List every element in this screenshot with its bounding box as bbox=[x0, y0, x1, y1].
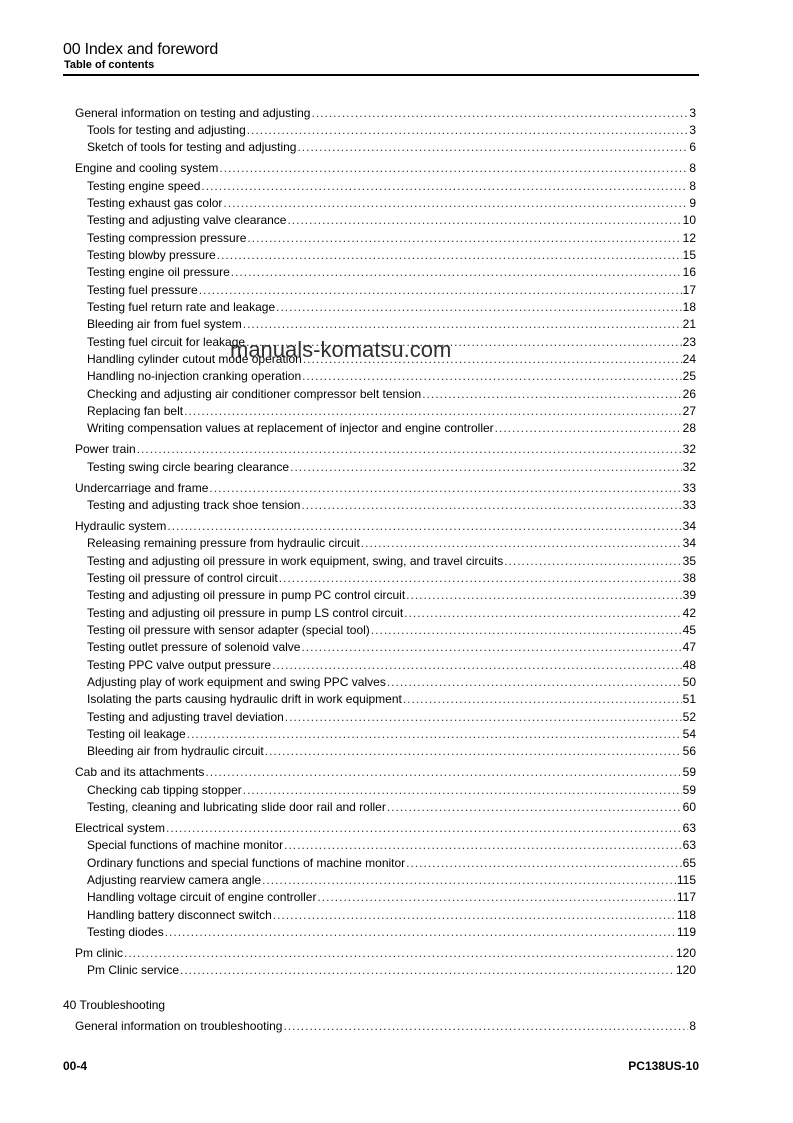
toc-entry-title: Testing engine oil pressure bbox=[87, 265, 230, 280]
toc-entry-title: Checking cab tipping stopper bbox=[87, 782, 242, 797]
toc-entry-title: Testing swing circle bearing clearance bbox=[87, 459, 290, 474]
toc-item[interactable] bbox=[63, 230, 696, 247]
dot-leader bbox=[311, 105, 688, 122]
dot-leader bbox=[243, 316, 682, 333]
dot-leader bbox=[284, 837, 682, 854]
dot-leader bbox=[187, 726, 682, 743]
toc-item[interactable] bbox=[63, 639, 696, 656]
toc-entry-title: Testing compression pressure bbox=[87, 230, 247, 245]
dot-leader bbox=[301, 497, 681, 514]
toc-page-number: 28 bbox=[682, 421, 696, 436]
dot-leader bbox=[273, 907, 676, 924]
toc-page-number: 33 bbox=[682, 480, 696, 495]
toc-item[interactable] bbox=[63, 962, 696, 979]
toc-item[interactable] bbox=[63, 691, 696, 708]
dot-leader bbox=[361, 535, 682, 552]
toc-page-number: 26 bbox=[682, 386, 696, 401]
toc-entry-title: Testing oil leakage bbox=[87, 727, 186, 741]
toc-page-number: 3 bbox=[689, 122, 696, 137]
toc-item[interactable] bbox=[63, 299, 696, 316]
toc-entry-title: Hydraulic system bbox=[75, 518, 167, 533]
toc-entry-title: General information on testing and adjusting bbox=[75, 105, 311, 120]
toc-section[interactable] bbox=[63, 105, 696, 122]
dot-leader bbox=[243, 782, 682, 799]
toc-entry-title: Testing and adjusting travel deviation bbox=[87, 709, 284, 724]
footer-page-number: 00-4 bbox=[63, 1059, 88, 1073]
toc-page-number: 34 bbox=[682, 518, 696, 533]
toc-entry-title: Special functions of machine monitor bbox=[87, 838, 284, 853]
toc-item[interactable] bbox=[63, 420, 696, 437]
dot-leader bbox=[201, 178, 688, 195]
dot-leader bbox=[290, 459, 682, 476]
toc-item[interactable] bbox=[63, 837, 696, 854]
toc-part-heading[interactable] bbox=[63, 997, 696, 1014]
toc-entry-title: Bleeding air from fuel system bbox=[87, 317, 242, 332]
toc-entry-title: Pm Clinic service bbox=[87, 963, 180, 978]
toc-item[interactable] bbox=[63, 497, 696, 514]
toc-item[interactable] bbox=[63, 368, 696, 385]
toc-page-number: 35 bbox=[682, 553, 696, 568]
toc-entry-title: Testing outlet pressure of solenoid valve bbox=[87, 640, 301, 655]
dot-leader bbox=[285, 709, 682, 726]
toc-entry-title: Testing and adjusting track shoe tension bbox=[87, 497, 301, 512]
toc-item[interactable] bbox=[63, 587, 696, 604]
toc-item[interactable] bbox=[63, 195, 696, 212]
toc-page-number: 115 bbox=[676, 872, 696, 887]
toc-item[interactable] bbox=[63, 553, 696, 570]
toc-page-number: 120 bbox=[675, 963, 696, 978]
toc-item[interactable] bbox=[63, 907, 696, 924]
toc-section[interactable] bbox=[63, 160, 696, 177]
toc-entry-title: Tools for testing and adjusting bbox=[87, 122, 246, 137]
toc-entry-title: Testing and adjusting oil pressure in pump PC control circuit bbox=[87, 588, 406, 603]
dot-leader bbox=[276, 299, 682, 316]
toc-entry-title: Testing oil pressure of control circuit bbox=[87, 570, 278, 585]
toc-item[interactable] bbox=[63, 535, 696, 552]
toc-entry-title: Undercarriage and frame bbox=[75, 480, 209, 495]
dot-leader bbox=[406, 587, 681, 604]
toc-item[interactable] bbox=[63, 316, 696, 333]
toc-page-number: 18 bbox=[682, 299, 696, 314]
dot-leader bbox=[403, 691, 682, 708]
dot-leader bbox=[302, 368, 682, 385]
toc-page-number: 118 bbox=[676, 907, 696, 922]
toc-item[interactable] bbox=[63, 743, 696, 760]
dot-leader bbox=[219, 160, 688, 177]
dot-leader bbox=[165, 924, 676, 941]
toc-item[interactable] bbox=[63, 403, 696, 420]
toc-page-number: 65 bbox=[682, 855, 696, 870]
dot-leader bbox=[184, 403, 682, 420]
chapter-title: 00 Index and foreword bbox=[63, 41, 219, 58]
toc-page-number: 51 bbox=[682, 692, 696, 707]
toc-item[interactable] bbox=[63, 605, 696, 622]
dot-leader bbox=[422, 386, 681, 403]
dot-leader bbox=[404, 605, 681, 622]
toc-page-number: 50 bbox=[682, 674, 696, 689]
dot-leader bbox=[387, 799, 682, 816]
toc-section[interactable] bbox=[63, 1018, 696, 1035]
toc-page-number: 27 bbox=[682, 404, 696, 419]
toc-page-number: 34 bbox=[682, 536, 696, 551]
toc-section[interactable] bbox=[63, 764, 696, 781]
dot-leader bbox=[495, 420, 682, 437]
toc-entry-title: Handling no-injection cranking operation bbox=[87, 369, 302, 384]
dot-leader bbox=[297, 139, 688, 156]
toc-item[interactable] bbox=[63, 674, 696, 691]
toc-page-number: 9 bbox=[689, 195, 696, 210]
toc-page-number: 25 bbox=[682, 369, 696, 384]
footer-model: PC138US-10 bbox=[628, 1059, 699, 1073]
dot-leader bbox=[199, 282, 682, 299]
dot-leader bbox=[231, 264, 682, 281]
toc-entry-title: Adjusting rearview camera angle bbox=[87, 872, 262, 887]
toc-page-number: 16 bbox=[682, 265, 696, 280]
toc-entry-title: Ordinary functions and special functions of machine monitor bbox=[87, 855, 406, 870]
toc-item[interactable] bbox=[63, 570, 696, 587]
dot-leader bbox=[371, 622, 682, 639]
dot-leader bbox=[209, 480, 681, 497]
toc-entry-title: Testing fuel return rate and leakage bbox=[87, 299, 276, 314]
toc-page-number: 24 bbox=[682, 352, 696, 366]
toc-page-number: 42 bbox=[682, 605, 696, 620]
dot-leader bbox=[317, 889, 675, 906]
toc-entry-title: Testing oil pressure with sensor adapter (special tool) bbox=[87, 622, 370, 637]
toc-entry-title: Testing and adjusting valve clearance bbox=[87, 213, 287, 228]
toc-item[interactable] bbox=[63, 122, 696, 139]
toc-item[interactable] bbox=[63, 264, 696, 281]
toc-item[interactable] bbox=[63, 799, 696, 816]
toc-entry-title: Cab and its attachments bbox=[75, 765, 205, 780]
dot-leader bbox=[180, 962, 675, 979]
toc-entry-title: Testing blowby pressure bbox=[87, 247, 216, 262]
toc-entry-title: Adjusting play of work equipment and swing PPC valves bbox=[87, 674, 386, 689]
dot-leader bbox=[279, 570, 682, 587]
toc-entry-title: General information on troubleshooting bbox=[75, 1018, 283, 1033]
toc-entry-title: Testing and adjusting oil pressure in pump LS control circuit bbox=[87, 605, 404, 620]
toc-page-number: 117 bbox=[676, 890, 696, 905]
dot-leader bbox=[387, 674, 682, 691]
toc-page-number: 8 bbox=[689, 161, 696, 176]
toc-page-number: 60 bbox=[682, 799, 696, 814]
toc-page-number: 6 bbox=[689, 140, 696, 155]
dot-leader bbox=[504, 553, 681, 570]
toc-item[interactable] bbox=[63, 889, 696, 906]
toc-item[interactable] bbox=[63, 459, 696, 476]
toc-item[interactable] bbox=[63, 855, 696, 872]
toc-item[interactable] bbox=[63, 386, 696, 403]
toc-item[interactable] bbox=[63, 622, 696, 639]
toc-entry-title: Handling cylinder cutout mode operation bbox=[87, 352, 302, 366]
toc-item[interactable] bbox=[63, 726, 696, 743]
toc-page-number: 38 bbox=[682, 570, 696, 585]
toc-entry-title: Testing and adjusting oil pressure in work equipment, swing, and travel circuits bbox=[87, 553, 504, 568]
dot-leader bbox=[406, 855, 681, 872]
dot-leader bbox=[272, 657, 682, 674]
toc-item[interactable] bbox=[63, 709, 696, 726]
toc-entry-title: Testing fuel pressure bbox=[87, 282, 198, 297]
toc-entry-title: Testing, cleaning and lubricating slide door rail and roller bbox=[87, 799, 386, 814]
dot-leader bbox=[166, 820, 682, 837]
toc-page-number: 23 bbox=[682, 334, 696, 349]
toc-entry-title: Power train bbox=[75, 442, 136, 457]
toc-item[interactable] bbox=[63, 247, 696, 264]
toc-entry-title: Engine and cooling system bbox=[75, 161, 219, 176]
toc-item[interactable] bbox=[63, 178, 696, 195]
toc-item[interactable] bbox=[63, 924, 696, 941]
toc-entry-title: Testing engine speed bbox=[87, 178, 201, 193]
toc-item[interactable] bbox=[63, 282, 696, 299]
toc-item[interactable] bbox=[63, 139, 696, 156]
header-divider bbox=[63, 74, 699, 76]
dot-leader bbox=[167, 518, 681, 535]
toc-page-number: 63 bbox=[682, 838, 696, 853]
dot-leader bbox=[283, 1018, 688, 1035]
toc-page-number: 63 bbox=[682, 820, 696, 835]
toc-entry-title: Electrical system bbox=[75, 820, 166, 835]
dot-leader bbox=[301, 639, 681, 656]
toc-entry-title: Testing fuel circuit for leakage bbox=[87, 334, 246, 349]
toc-item[interactable] bbox=[63, 657, 696, 674]
watermark: manuals-komatsu.com bbox=[230, 337, 452, 362]
page-subtitle: Table of contents bbox=[64, 59, 155, 71]
toc-entry-title: 40 Troubleshooting bbox=[63, 997, 166, 1012]
toc-section[interactable] bbox=[63, 441, 696, 458]
toc-page-number: 120 bbox=[675, 945, 696, 960]
toc-entry-title: Pm clinic bbox=[75, 945, 124, 960]
toc-page-number: 48 bbox=[682, 657, 696, 672]
toc-page-number: 56 bbox=[682, 744, 696, 759]
dot-leader bbox=[205, 764, 681, 781]
toc-entry-title: Bleeding air from hydraulic circuit bbox=[87, 744, 264, 759]
toc-page-number: 33 bbox=[682, 497, 696, 512]
toc-page-number: 8 bbox=[689, 178, 696, 193]
toc-page-number: 32 bbox=[682, 459, 696, 474]
dot-leader bbox=[262, 872, 676, 889]
toc-section[interactable] bbox=[63, 480, 696, 497]
toc-page-number: 47 bbox=[682, 640, 696, 655]
toc-entry-title: Testing diodes bbox=[87, 924, 164, 939]
toc-page-number: 32 bbox=[682, 442, 696, 457]
toc-section[interactable] bbox=[63, 518, 696, 535]
toc-item[interactable] bbox=[63, 212, 696, 229]
toc-entry-title: Releasing remaining pressure from hydraulic circuit bbox=[87, 536, 360, 551]
toc-page-number: 3 bbox=[689, 105, 696, 120]
toc-entry-title: Checking and adjusting air conditioner compressor belt tension bbox=[87, 386, 422, 401]
toc-page-number: 45 bbox=[682, 622, 696, 637]
toc-page-number: 8 bbox=[689, 1018, 696, 1033]
dot-leader bbox=[247, 230, 681, 247]
toc-section[interactable] bbox=[63, 820, 696, 837]
toc-page-number: 119 bbox=[676, 924, 696, 939]
toc-page-number: 54 bbox=[682, 727, 696, 741]
toc-page-number: 59 bbox=[682, 782, 696, 797]
toc-item[interactable] bbox=[63, 782, 696, 799]
toc-page-number: 52 bbox=[682, 709, 696, 724]
toc-page-number: 17 bbox=[682, 282, 696, 297]
toc-entry-title: Handling voltage circuit of engine controller bbox=[87, 890, 317, 905]
toc-page-number: 15 bbox=[682, 247, 696, 262]
toc-entry-title: Testing exhaust gas color bbox=[87, 195, 223, 210]
dot-leader bbox=[217, 247, 682, 264]
dot-leader bbox=[223, 195, 688, 212]
toc-page-number: 10 bbox=[682, 213, 696, 228]
dot-leader bbox=[265, 743, 682, 760]
toc-entry-title: Testing PPC valve output pressure bbox=[87, 657, 272, 672]
dot-leader bbox=[287, 212, 681, 229]
toc-section[interactable] bbox=[63, 945, 696, 962]
toc-page-number: 21 bbox=[682, 317, 696, 332]
dot-leader bbox=[137, 441, 682, 458]
table-of-contents bbox=[63, 101, 696, 1035]
toc-entry-title: Handling battery disconnect switch bbox=[87, 907, 272, 922]
toc-entry-title: Replacing fan belt bbox=[87, 404, 184, 419]
toc-page-number: 39 bbox=[682, 588, 696, 603]
toc-entry-title: Sketch of tools for testing and adjusting bbox=[87, 140, 297, 155]
toc-page-number: 12 bbox=[682, 230, 696, 245]
toc-entry-title: Isolating the parts causing hydraulic drift in work equipment bbox=[87, 692, 402, 707]
dot-leader bbox=[124, 945, 675, 962]
toc-item[interactable] bbox=[63, 872, 696, 889]
dot-leader bbox=[247, 122, 689, 139]
toc-entry-title: Writing compensation values at replacement of injector and engine controller bbox=[87, 421, 494, 436]
toc-page-number: 59 bbox=[682, 765, 696, 780]
